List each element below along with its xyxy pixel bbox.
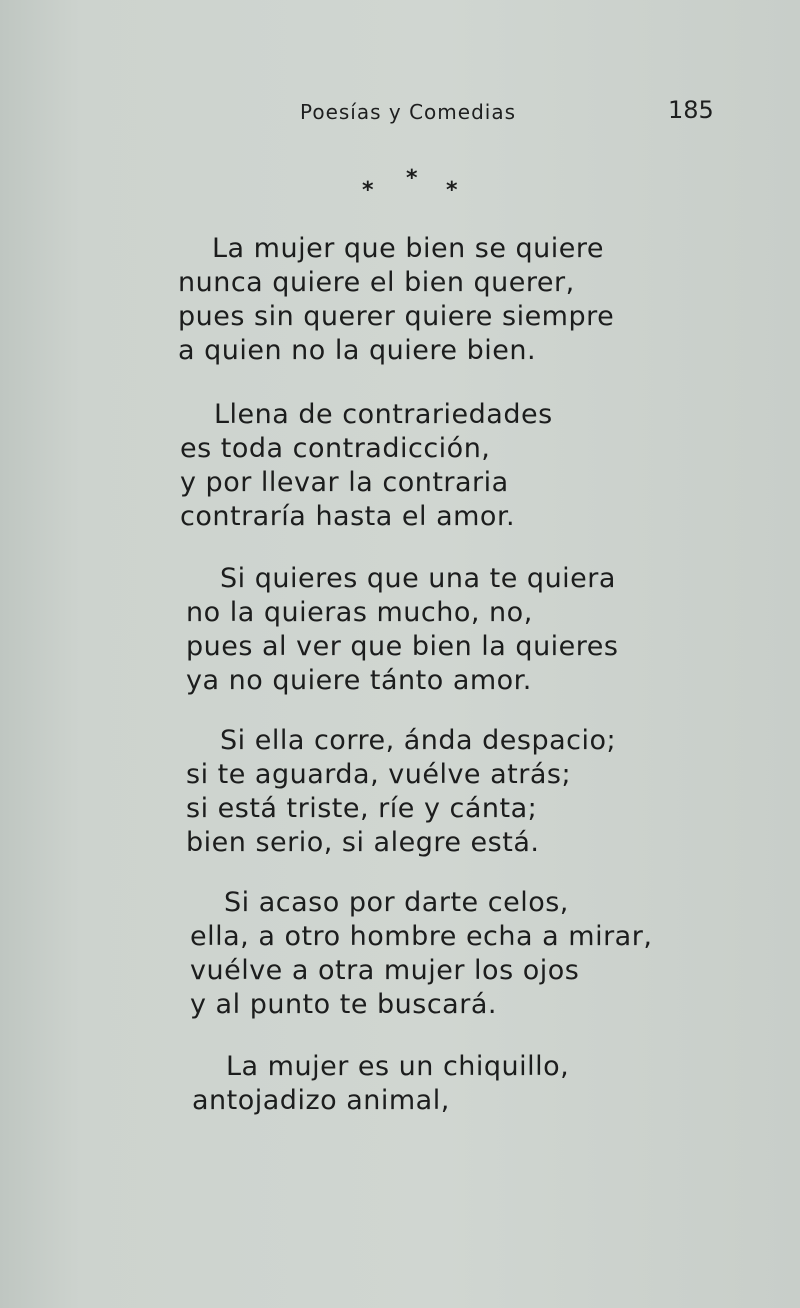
poem-line: ya no quiere tánto amor. [186, 665, 532, 696]
stanza-4 [186, 724, 616, 860]
poem-line: si te aguarda, vuélve atrás; [186, 759, 572, 790]
poem-line: si está triste, ríe y cánta; [186, 793, 538, 824]
stanza-5 [190, 886, 652, 1022]
poem-line: La mujer es un chiquillo, [226, 1051, 570, 1082]
poem-line: antojadizo animal, [192, 1085, 450, 1116]
asterisk-ornament-left: * [362, 178, 374, 203]
section-ornament [362, 166, 462, 206]
poem-line: pues sin querer quiere siempre [178, 301, 615, 332]
poem-line: La mujer que bien se quiere [212, 233, 605, 264]
poem-line: Si quieres que una te quiera [220, 563, 616, 594]
poem-line: no la quieras mucho, no, [186, 597, 533, 628]
running-header-title: Poesías y Comedias [300, 100, 517, 124]
poem-line: y al punto te buscará. [190, 989, 497, 1020]
poem-line: nunca quiere el bien querer, [178, 267, 575, 298]
stanza-6 [192, 1050, 569, 1118]
poem-line: vuélve a otra mujer los ojos [190, 955, 580, 986]
poem-line: a quien no la quiere bien. [178, 335, 537, 366]
poem-line: Si ella corre, ánda despacio; [220, 725, 617, 756]
poem-line: pues al ver que bien la quieres [186, 631, 619, 662]
stanza-3 [186, 562, 618, 698]
poem-line: contraría hasta el amor. [180, 501, 516, 532]
poem-line: es toda contradicción, [180, 433, 491, 464]
page-number: 185 [668, 96, 714, 124]
poem-line: y por llevar la contraria [180, 467, 509, 498]
poem-line: Si acaso por darte celos, [224, 887, 569, 918]
poem-line: bien serio, si alegre está. [186, 827, 540, 858]
poem-line: ella, a otro hombre echa a mirar, [190, 921, 653, 952]
poem-line: Llena de contrariedades [214, 399, 553, 430]
asterisk-ornament-center: * [406, 166, 418, 191]
stanza-2 [180, 398, 553, 534]
asterisk-ornament-right: * [446, 178, 458, 203]
stanza-1 [178, 232, 614, 368]
